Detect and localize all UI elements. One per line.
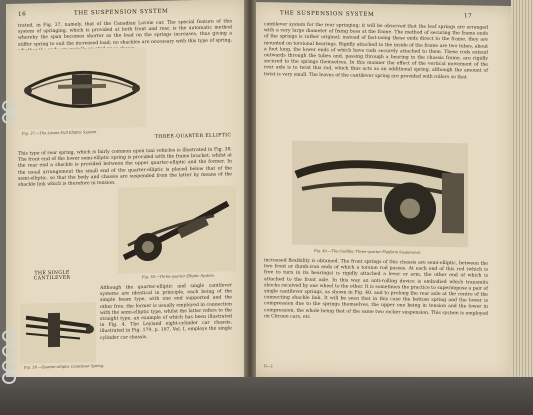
heading-three-quarter-elliptic: THREE-QUARTER ELLIPTIC: [154, 133, 232, 140]
fig37-figure: [18, 47, 146, 130]
three-quarter-text: This type of rear spring, which is fairly common upon taxi vehicles is illustrated in Fig. 38. The front end of the lower semi-elliptic spring is provided with the frame bracket, whilst at the rear end a shackle is provided between the upper quarter-elliptic and the former. In the usual arrangement the small end of the quarter-elliptic is placed below that of the semi-elliptic, so that the body and chassis are suspended from the latter by means of the shackle link which is therefore in tension.: [18, 147, 232, 188]
right-page-number: 17: [464, 13, 473, 20]
fig39-figure: [20, 302, 96, 364]
right-page: [252, 2, 514, 381]
left-running-head: THE SUSPENSION SYSTEM: [74, 8, 169, 17]
page-edges: [511, 0, 533, 415]
right-lower-text: increased flexibility is obtained. The front springs of this chassis are semi-elliptic, between the two front or dumb-iron ends of which a torsion rod passes. At each end of this rod (which is free to turn in its bearings) is rigidly attached a lever or arm, the other end of which is attached to the front axle. In this way an anti-rolling device is embodied which transmits shocks received by one wheel to the other. It is sometimes the practice to superimpose a pair of single cantilever springs, as shown in Fig. 40, and to prolong the rear axle at the centre of the connecting shackle link. It will be seen that in this case the bottom spring and the lower is compression due to the springs themselves, the upper one being in tension and the lower in compression, the whole being that of the same two rocker suspension. This system is employed on Citroen cars, etc.: [264, 258, 488, 320]
fig40-figure: [292, 141, 468, 248]
right-footer-mark: II—2: [264, 364, 273, 369]
left-intro-text: trated, in Fig. 37, namely, that of the Canadian Lavoie car. The special feature of this system of springing, which is provided at both front and rear, is the automatic method whereby the span becomes shorter as the load on the springs increases, thus giving a stiffer spring to suit the increased load; no shackles are necessary with this type of spring,: [18, 19, 232, 48]
fig38-caption: Fig. 38.—Three-quarter Elliptic System.: [142, 273, 215, 280]
book-cover-bottom: [0, 377, 533, 415]
left-page: [6, 0, 248, 409]
fig40-caption: Fig. 40.—The Cadillac Three-quarter Platform Suspension.: [314, 248, 422, 255]
heading-single-cantilever: THE SINGLE CANTILEVER: [33, 270, 71, 282]
fig37-caption: Fig. 37.—The Lavoie Full Elliptic System.: [22, 130, 98, 136]
fig38-figure: [118, 185, 236, 273]
left-page-number: 16: [18, 11, 27, 18]
left-intro-text-side: [150, 41, 232, 109]
right-intro-text: cantilever system for the rear springing; it will be observed that the leaf springs are arranged with a very large diameter of fixing boss at the frame. The method of securing the frame ends of the springs is rather original; instead of fast-using these ends direct to the frame, they are mounted on torsional bearings. Rigidly attached to the inside of the frame are two tubes, about a foot long, the lower ends of which have rods securely attached to them. These rods extend outwards through the tubes and, passing through a bearing in the chassis frame, are rigidly secured to the springs themselves. In this manner the effect of the vertical movement of the rear axle is to twist this rod, which thus acts as an additional spring, although the amount of twist is very small. The leaves of the cantilever spring are provided with rollers so that: [264, 22, 488, 80]
right-running-head: THE SUSPENSION SYSTEM: [280, 10, 375, 18]
single-cantilever-text: Although the quarter-elliptic and single cantilever systems are identical in principle, each being of the simple beam type, with one end supported and the other free, the former is usually employed in connection with the semi-elliptic type, whilst the latter refers to the straight type, an example of which has been illustrated in Fig. 4. The Leyland eight-cylinder car chassis, illustrated in Fig. 179, p. 197, Vol. I, employs the single cylinder car chassis.: [100, 283, 232, 341]
three-quarter-text-cont: [18, 188, 114, 270]
book-gutter: [244, 0, 256, 415]
fig39-caption: Fig. 39.—Quarter-elliptic Cantilever Spring.: [24, 363, 105, 370]
